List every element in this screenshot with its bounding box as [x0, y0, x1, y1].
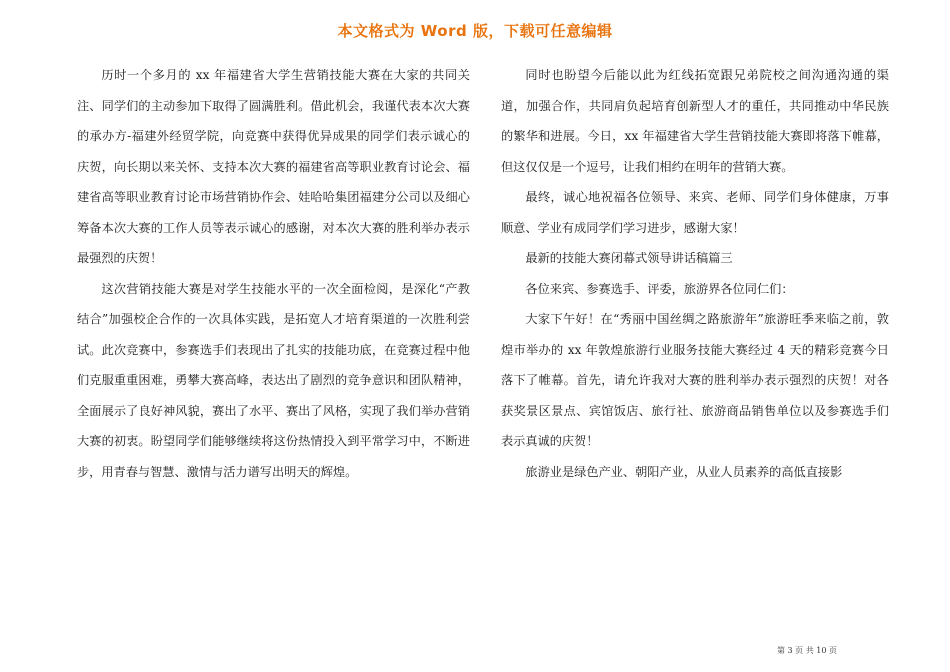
paragraph: 大家下午好！在“秀丽中国丝绸之路旅游年”旅游旺季来临之前，敦煌市举办的 xx 年敦煌旅游行业服务技能大赛经过 4 天的精彩竞赛今日落下了帷幕。首先，请允许我对大赛的胜利举办表示强烈的庆贺！对各获奖景区景点、宾馆饭店、旅行社、旅游商品销售单位以及参赛选手们表示真诚的庆贺！: [501, 312, 889, 448]
paragraph: 最终，诚心地祝福各位领导、来宾、老师、同学们身体健康，万事顺意、学业有成同学们学习进步，感谢大家！: [501, 190, 889, 235]
paragraph: 这次营销技能大赛是对学生技能水平的一次全面检阅，是深化“产教结合”加强校企合作的一次具体实践，是拓宽人才培育渠道的一次胜利尝试。此次竞赛中，参赛选手们表现出了扎实的技能功底，在竞赛过程中他们克服重重困难，勇攀大赛高峰，表达出了剧烈的竞争意识和团队精神，全面展示了良好神风貌，赛出了水平、赛出了风格，实现了我们举办营销大赛的初衷。盼望同学们能够继续将这份热情投入到平常学习中，不断进步，用青春与智慧、激情与活力谱写出明天的辉煌。: [77, 281, 470, 479]
salutation: 各位来宾、参赛选手、评委，旅游界各位同仁们：: [525, 281, 794, 296]
section-heading: 最新的技能大赛闭幕式领导讲话稿篇三: [525, 251, 733, 265]
left-column: [77, 60, 470, 487]
page-number: 第 3 页 共 10 页: [777, 646, 837, 655]
paragraph: 同时也盼望今后能以此为红线拓宽跟兄弟院校之间沟通沟通的渠道，加强合作，共同肩负起培育创新型人才的重任，共同推动中华民族的繁华和进展。今日，xx 年福建省大学生营销技能大赛即将落下帷幕，但这仅仅是一个逗号，让我们相约在明年的营销大赛。: [501, 68, 889, 174]
paragraph: 历时一个多月的 xx 年福建省大学生营销技能大赛在大家的共同关注、同学们的主动参加下取得了圆满胜利。借此机会，我谨代表本次大赛的承办方-福建外经贸学院，向竞赛中获得优异成果的同学们表示诚心的庆贺，向长期以来关怀、支持本次大赛的福建省高等职业教育讨论会、福建省高等职业教育讨论市场营销协作会、娃哈哈集团福建分公司以及细心筹备本次大赛的工作人员等表示诚心的感谢，对本次大赛的胜利举办表示最强烈的庆贺！: [77, 68, 470, 265]
download-banner: 本文格式为 Word 版，下载可任意编辑: [337, 22, 613, 40]
paragraph: 旅游业是绿色产业、朝阳产业，从业人员素养的高低直接影: [525, 464, 843, 479]
right-column: [501, 60, 889, 487]
